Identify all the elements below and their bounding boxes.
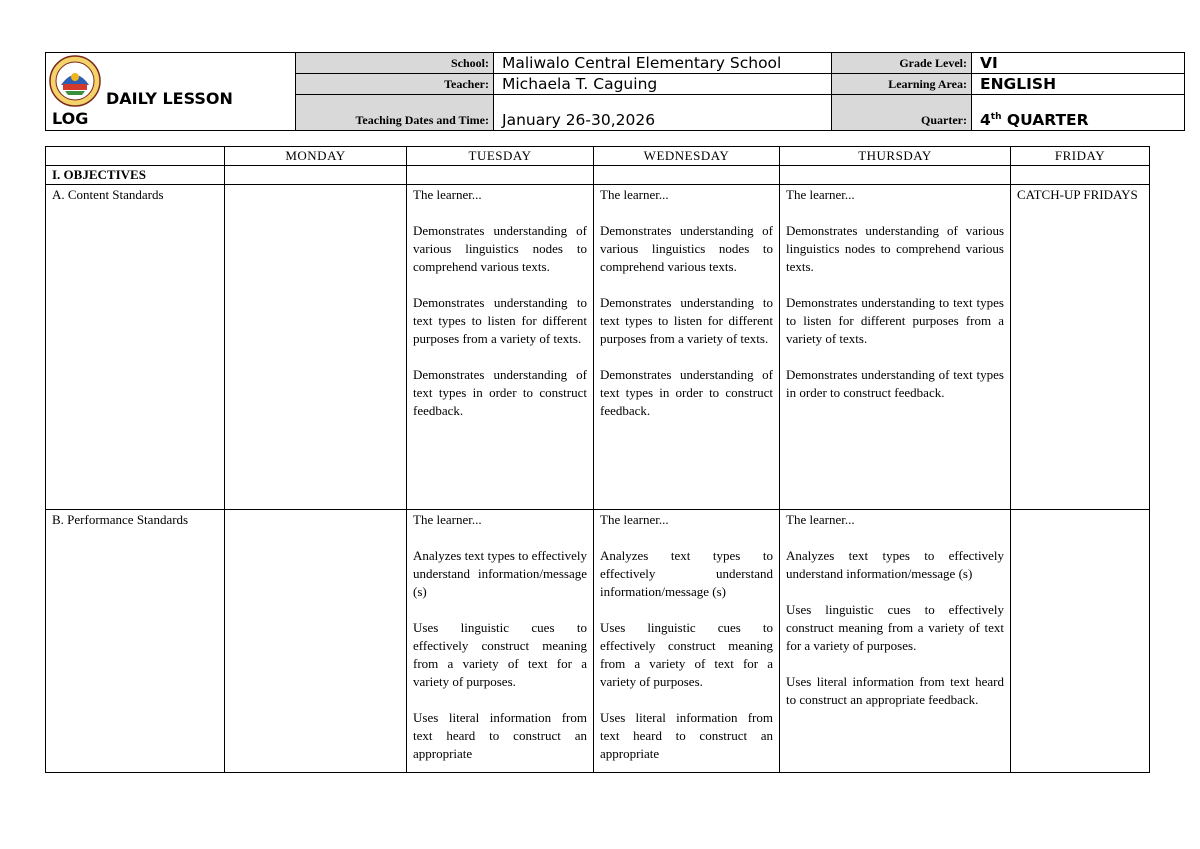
performance-item: Uses linguistic cues to effectively construct meaning from a variety of text for a variety of purposes.	[786, 602, 1004, 653]
performance-item: Analyzes text types to effectively understand information/message (s)	[413, 548, 587, 599]
dates-label: Teaching Dates and Time:	[296, 95, 494, 131]
school-value: Maliwalo Central Elementary School	[494, 53, 832, 74]
content-standards-row	[46, 185, 1150, 510]
empty-cell	[225, 166, 407, 185]
page-title-line2: LOG	[52, 109, 89, 128]
performance-item: Uses literal information from text heard to construct an appropriate	[413, 710, 587, 761]
content-item: Demonstrates understanding to text types to listen for different purposes from a variety of texts.	[786, 295, 1004, 346]
school-label: School:	[296, 53, 494, 74]
area-value: ENGLISH	[972, 74, 1185, 95]
teacher-label: Teacher:	[296, 74, 494, 95]
quarter-label: Quarter:	[832, 95, 972, 131]
day-header-friday: FRIDAY	[1011, 147, 1150, 166]
quarter-suffix: th	[990, 111, 1002, 122]
content-item: Demonstrates understanding of text types in order to construct feedback.	[600, 367, 773, 418]
day-header-monday: MONDAY	[225, 147, 407, 166]
thursday-content-cell	[780, 185, 1011, 510]
page-title: DAILY LESSON	[106, 89, 233, 108]
content-item: Demonstrates understanding of various linguistics nodes to comprehend various texts.	[413, 223, 587, 274]
performance-item: Analyzes text types to effectively understand information/message (s)	[786, 548, 1004, 581]
performance-standards-row	[46, 510, 1150, 773]
grade-label: Grade Level:	[832, 53, 972, 74]
tuesday-performance-cell	[407, 510, 594, 773]
performance-item: Uses literal information from text heard to construct an appropriate	[600, 710, 773, 761]
performance-standards-heading: B. Performance Standards	[46, 510, 225, 773]
wednesday-content-cell	[594, 185, 780, 510]
content-intro: The learner...	[413, 187, 482, 202]
area-label: Learning Area:	[832, 74, 972, 95]
content-item: Demonstrates understanding to text types to listen for different purposes from a variety of texts.	[413, 295, 587, 346]
wednesday-performance-cell	[594, 510, 780, 773]
performance-item: Uses literal information from text heard to construct an appropriate feedback.	[786, 674, 1004, 707]
content-item: Demonstrates understanding of various linguistics nodes to comprehend various texts.	[600, 223, 773, 274]
thursday-performance-cell	[780, 510, 1011, 773]
content-item: Demonstrates understanding of text types in order to construct feedback.	[413, 367, 587, 418]
performance-item: Analyzes text types to effectively understand information/message (s)	[600, 548, 773, 599]
empty-cell	[407, 166, 594, 185]
empty-cell	[1011, 166, 1150, 185]
lesson-plan-table	[45, 146, 1150, 773]
catch-up-label: CATCH-UP FRIDAYS	[1017, 187, 1138, 202]
performance-item: Uses linguistic cues to effectively construct meaning from a variety of text for a variety of purposes.	[600, 620, 773, 689]
empty-cell	[594, 166, 780, 185]
performance-intro: The learner...	[413, 512, 482, 527]
performance-intro: The learner...	[600, 512, 669, 527]
teacher-value: Michaela T. Caguing	[494, 74, 832, 95]
content-item: Demonstrates understanding to text types to listen for different purposes from a variety of texts.	[600, 295, 773, 346]
quarter-word: QUARTER	[1006, 111, 1089, 129]
monday-content-cell	[225, 185, 407, 510]
objectives-row	[46, 166, 1150, 185]
header-title-cell	[46, 53, 296, 131]
content-standards-heading: A. Content Standards	[46, 185, 225, 510]
tuesday-content-cell	[407, 185, 594, 510]
corner-cell	[46, 147, 225, 166]
content-item: Demonstrates understanding of various linguistics nodes to comprehend various texts.	[786, 223, 1004, 274]
lesson-header	[45, 52, 1185, 131]
monday-performance-cell	[225, 510, 407, 773]
content-intro: The learner...	[786, 187, 855, 202]
day-header-wednesday: WEDNESDAY	[594, 147, 780, 166]
school-seal-icon	[49, 55, 101, 107]
day-header-tuesday: TUESDAY	[407, 147, 594, 166]
objectives-heading: I. OBJECTIVES	[46, 166, 225, 185]
content-item: Demonstrates understanding of text types in order to construct feedback.	[786, 367, 1004, 400]
day-header-thursday: THURSDAY	[780, 147, 1011, 166]
content-intro: The learner...	[600, 187, 669, 202]
empty-cell	[780, 166, 1011, 185]
dates-value: January 26-30,2026	[494, 95, 832, 131]
friday-performance-cell	[1011, 510, 1150, 773]
performance-item: Uses linguistic cues to effectively construct meaning from a variety of text for a variety of purposes.	[413, 620, 587, 689]
grade-value: VI	[972, 53, 1185, 74]
quarter-number: 4	[980, 111, 991, 129]
quarter-value	[972, 95, 1185, 131]
day-header-row	[46, 147, 1150, 166]
performance-intro: The learner...	[786, 512, 855, 527]
friday-content-cell	[1011, 185, 1150, 510]
